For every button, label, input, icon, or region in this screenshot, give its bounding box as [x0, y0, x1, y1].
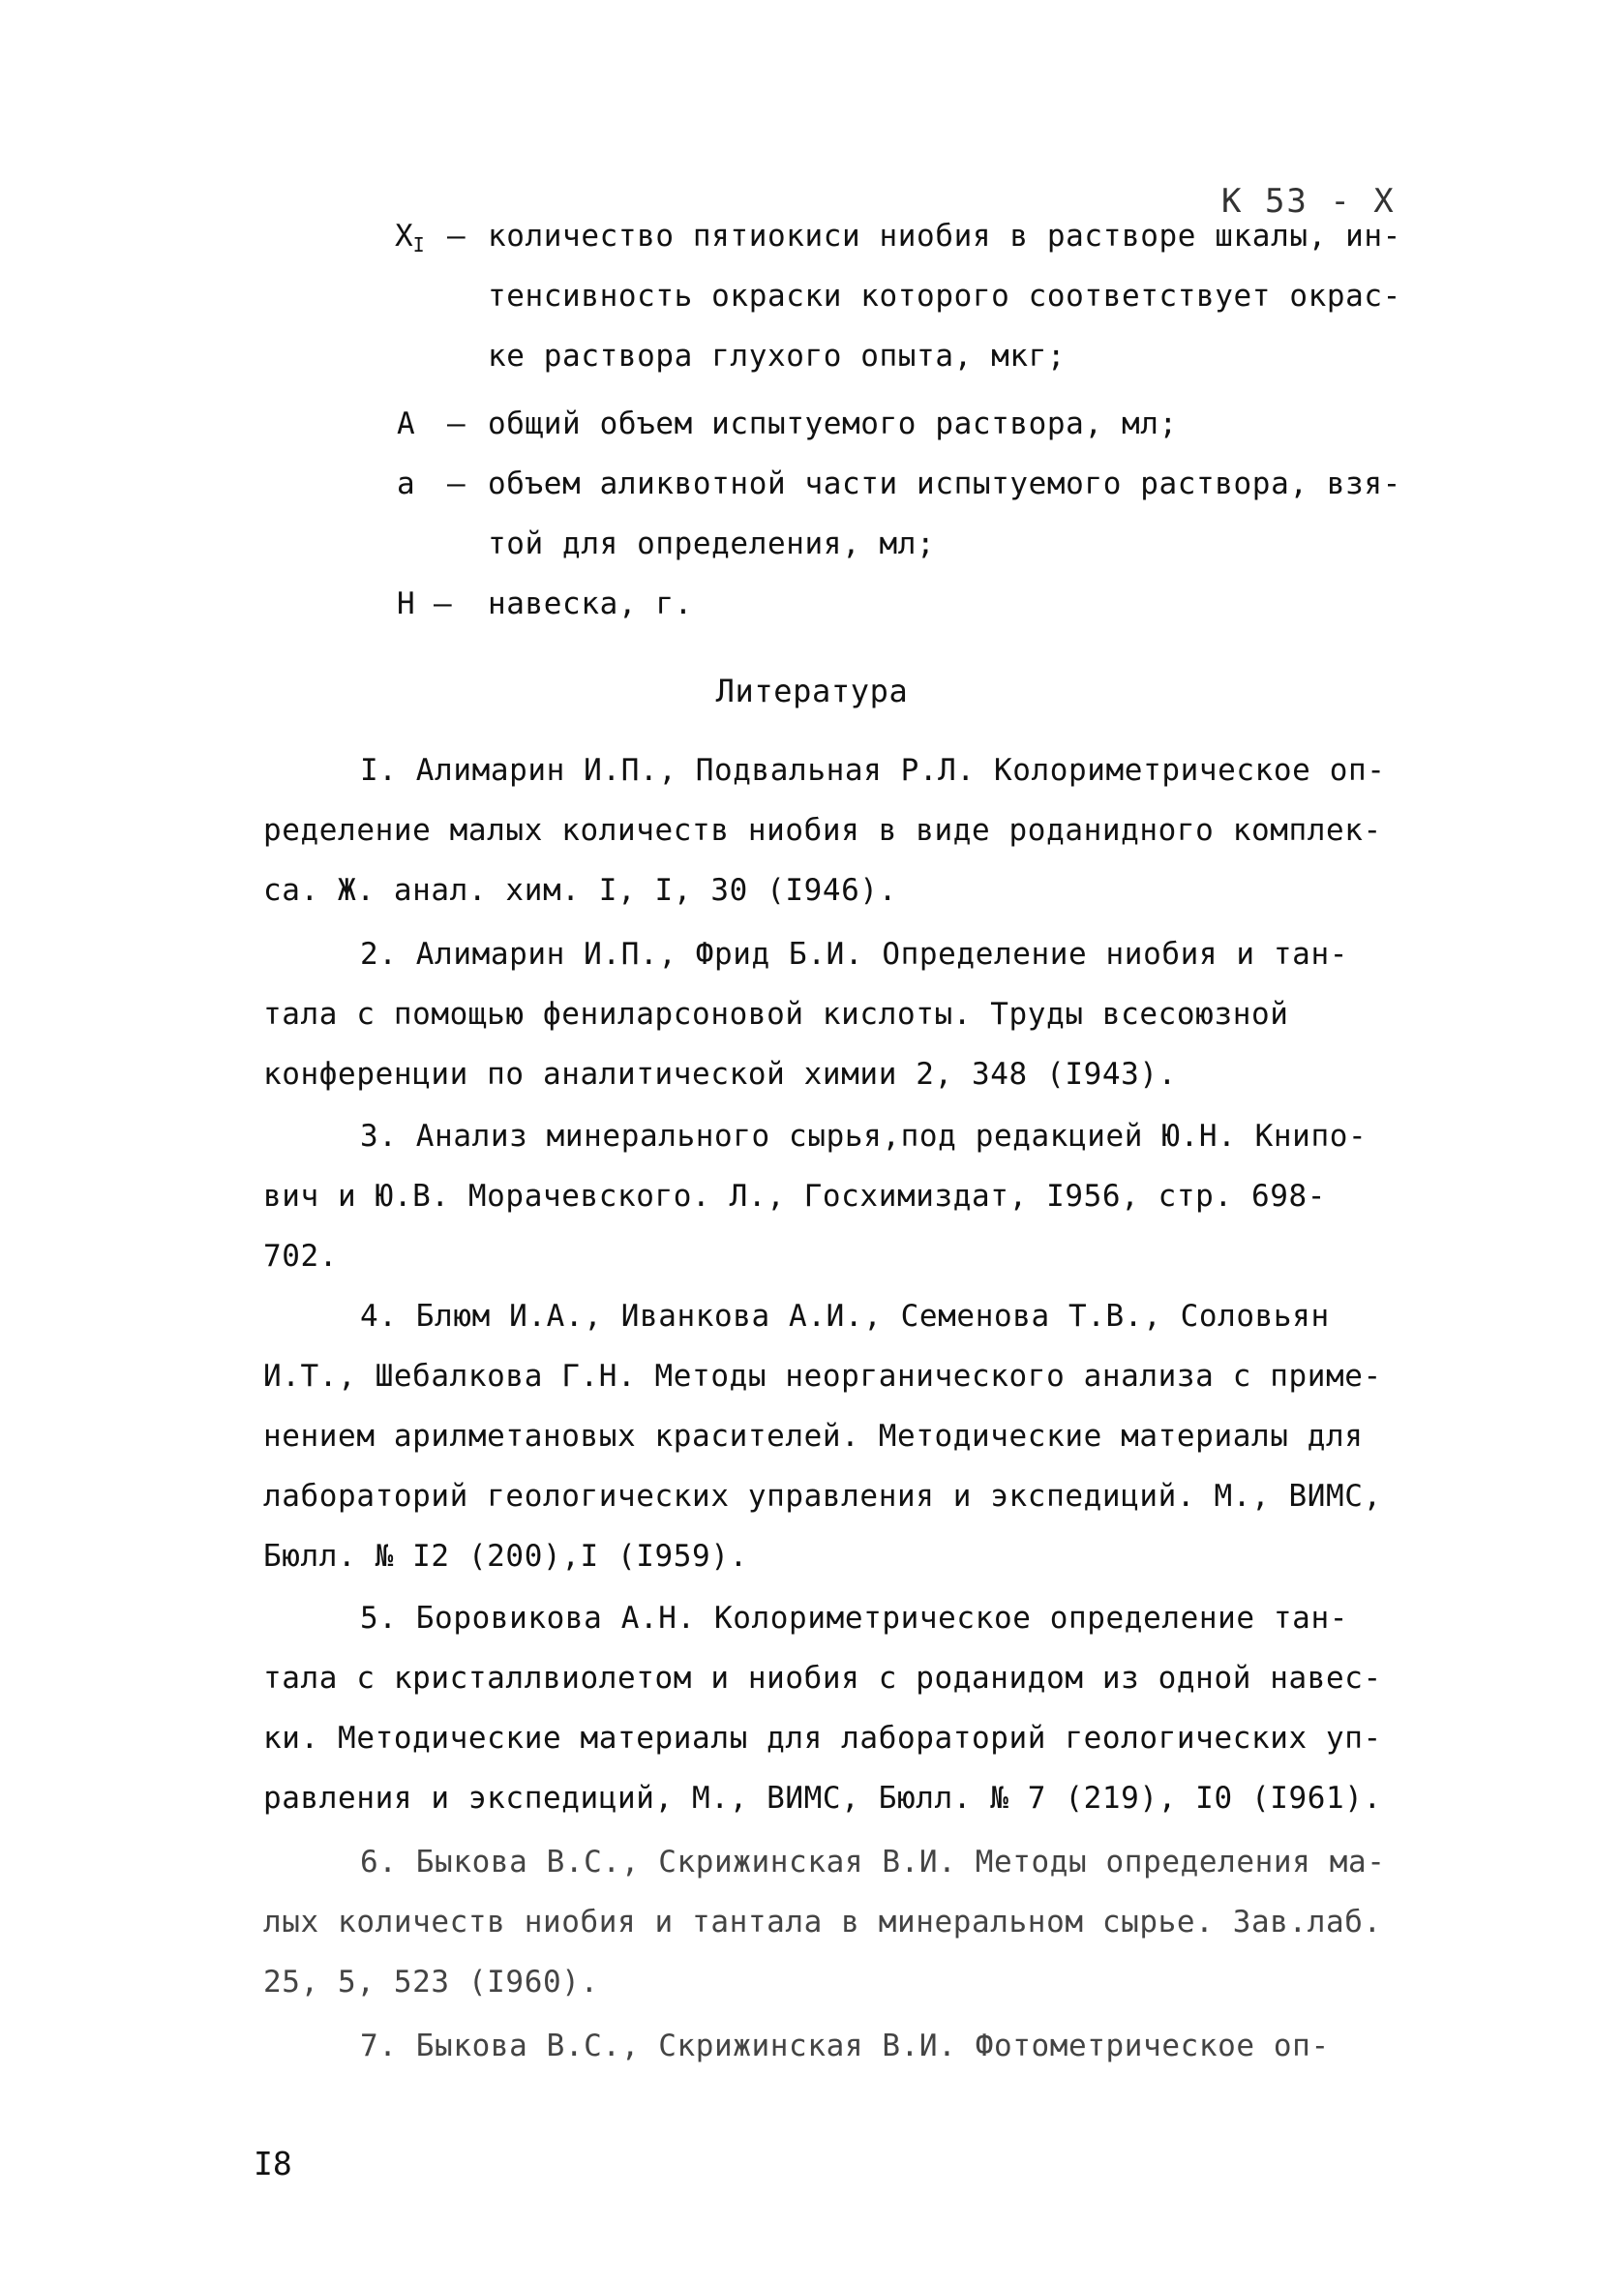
reference-line: лых количеств ниобия и тантала в минеральном сырье. Зав.лаб. — [263, 1905, 1382, 1940]
reference-line: равления и экспедиций, М., ВИМС, Бюлл. № 7 (219), I0 (I961). — [263, 1781, 1382, 1816]
reference-line: тала с помощью фениларсоновой кислоты. Труды всесоюзной — [263, 997, 1289, 1032]
definition-dash: – — [447, 406, 466, 441]
definition-symbol: а — [397, 466, 415, 501]
reference-line: 2. Алимарин И.П., Фрид Б.И. Определение ниобия и тан- — [360, 937, 1348, 972]
reference-line: ределение малых количеств ниобия в виде роданидного комплек- — [263, 813, 1382, 848]
definition-text-line: навеска, г. — [488, 587, 693, 621]
reference-line: 5. Боровикова А.Н. Колориметрическое определение тан- — [360, 1601, 1348, 1636]
reference-line: лабораторий геологических управления и экспедиций. М., ВИМС, — [263, 1479, 1382, 1514]
reference-line: вич и Ю.В. Морачевского. Л., Госхимиздат, I956, стр. 698- — [263, 1179, 1327, 1214]
definition-dash: – — [447, 466, 466, 501]
definition-text-line: ке раствора глухого опыта, мкг; — [488, 339, 1067, 374]
reference-line: тала с кристаллвиолетом и ниобия с роданидом из одной навес- — [263, 1661, 1382, 1696]
reference-line: конференции по аналитической химии 2, 348 (I943). — [263, 1057, 1177, 1092]
reference-line: Бюлл. № I2 (200),I (I959). — [263, 1539, 748, 1574]
definition-text-line: общий объем испытуемого раствора, мл; — [488, 406, 1178, 441]
reference-line: 702. — [263, 1239, 339, 1274]
reference-line: са. Ж. анал. хим. I, I, 30 (I946). — [263, 873, 897, 908]
reference-line: 25, 5, 523 (I960). — [263, 1965, 599, 2000]
section-heading: Литература — [715, 673, 909, 709]
reference-line: 6. Быкова В.С., Скрижинская В.И. Методы определения ма- — [360, 1845, 1386, 1880]
definition-text-line: той для определения, мл; — [488, 526, 936, 561]
reference-line: 4. Блюм И.А., Иванкова А.И., Семенова Т.В., Соловьян — [360, 1299, 1330, 1334]
reference-line: I. Алимарин И.П., Подвальная Р.Л. Колориметрическое оп- — [360, 753, 1386, 788]
page-code: К 53 - Х — [1221, 182, 1396, 221]
definition-text-line: количество пятиокиси ниобия в растворе шкалы, ин- — [488, 219, 1401, 254]
definition-dash: – — [434, 587, 452, 621]
definition-text-line: тенсивность окраски которого соответствует окрас- — [488, 279, 1401, 314]
page-number: I8 — [254, 2145, 292, 2182]
definition-symbol: Н — [397, 587, 415, 621]
reference-line: 7. Быкова В.С., Скрижинская В.И. Фотометрическое оп- — [360, 2029, 1330, 2063]
reference-line: 3. Анализ минерального сырья,под редакцией Ю.Н. Книпо- — [360, 1119, 1368, 1154]
definition-text-line: объем аликвотной части испытуемого раствора, взя- — [488, 466, 1401, 501]
definition-symbol: А — [397, 406, 415, 441]
reference-line: нением арилметановых красителей. Методические материалы для — [263, 1419, 1364, 1454]
reference-line: И.Т., Шебалкова Г.Н. Методы неорганического анализа с приме- — [263, 1359, 1382, 1394]
reference-line: ки. Методические материалы для лабораторий геологических уп- — [263, 1721, 1382, 1756]
definition-symbol: $X_I$ — [395, 219, 425, 256]
definition-dash: – — [447, 219, 466, 254]
